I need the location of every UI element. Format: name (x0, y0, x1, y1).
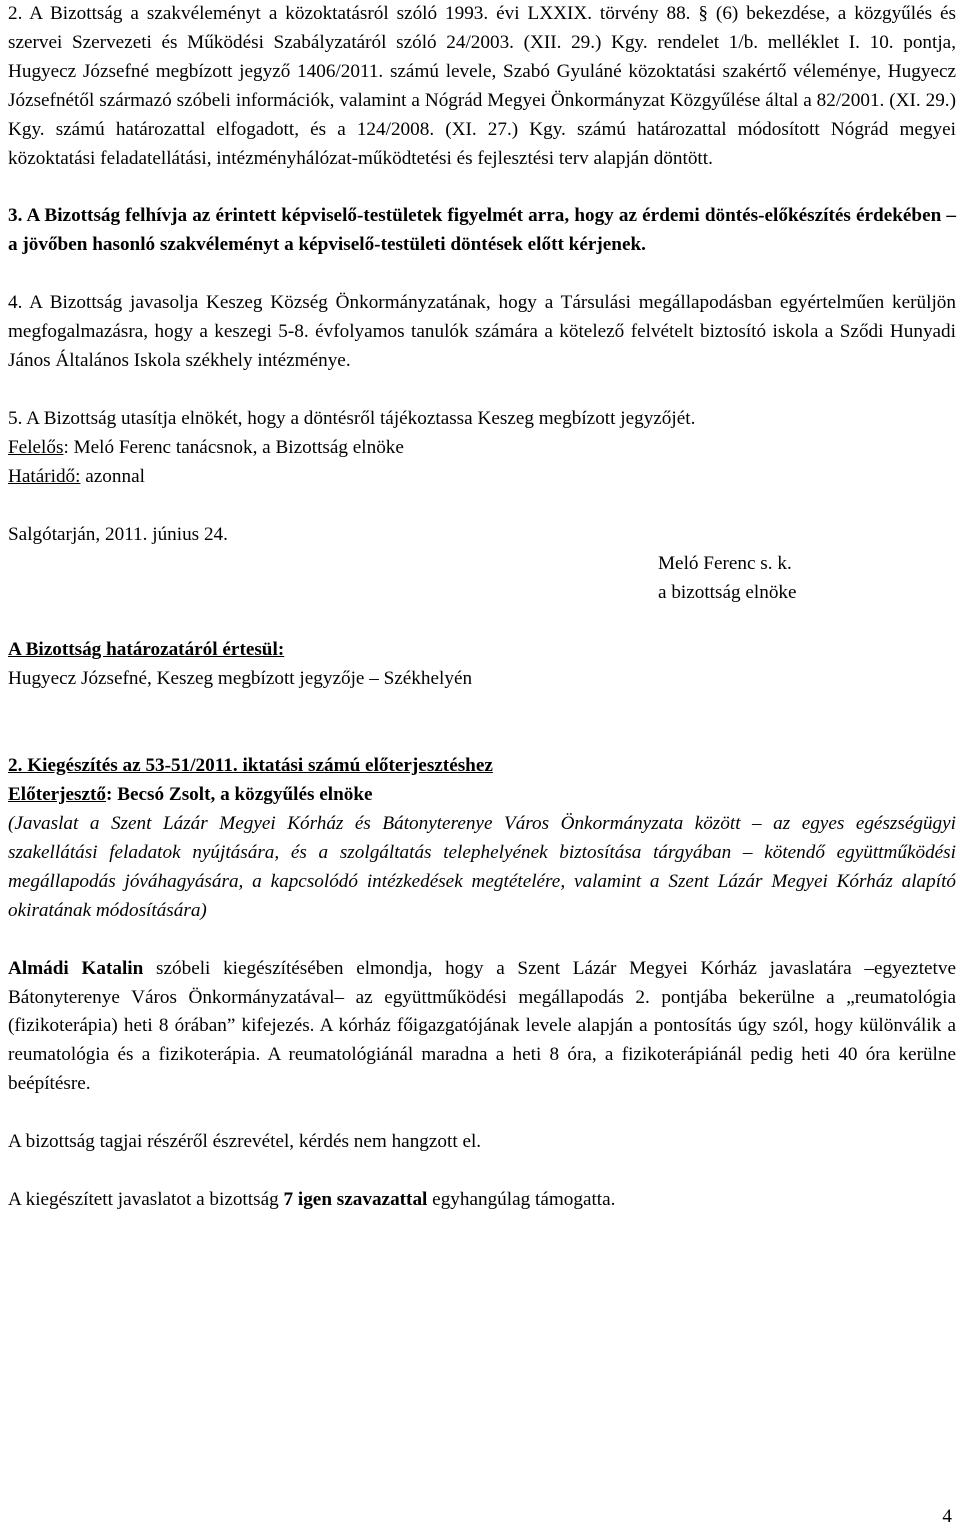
speaker-name: Almádi Katalin (8, 957, 144, 979)
responsible-label: Felelős (8, 436, 64, 458)
deadline-label: Határidő: (8, 465, 81, 487)
paragraph-item-4: 4. A Bizottság javasolja Keszeg Község Önkormányzatának, hogy a Társulási megállapodásban egyértelműen kerüljön megfogalmazásra, hogy a keszegi 5-8. évfolyamos tanulók számára a kötelező felvételt biztosító iskola a Sződi Hunyadi János Általános Iskola székhely intézménye. (8, 292, 956, 372)
deadline-line (8, 463, 956, 492)
presenter-label: Előterjesztő (8, 784, 107, 806)
paragraph-item-3 (8, 202, 956, 260)
speech-text: szóbeli kiegészítésében elmondja, hogy a Szent Lázár Megyei Kórház javaslatára –egyeztetve Bátonyterenye Város Önkormányzatával– az együttműködési megállapodás 2. pontjába bekerülne a „reumatológia (fizikoterápia) heti 8 órában” kifejezés. A kórház főigazgatójának levele alapján a pontosítás úgy szól, hogy különválik a reumatológia és a fizikoterápia. A reumatológiánál maradna a heti 8 óra, a fizikoterápiánál pedig heti 40 óra kerülne beépítésre. (8, 957, 956, 1095)
presenter-line (8, 781, 956, 810)
vote-suffix: egyhangúlag támogatta. (427, 1189, 616, 1211)
document-page (8, 0, 956, 1215)
responsible-value: : Meló Ferenc tanácsnok, a Bizottság elnöke (63, 436, 404, 458)
presenter-value: : Becsó Zsolt, a közgyűlés elnöke (106, 784, 373, 806)
signature-title: a bizottság elnöke (658, 581, 797, 603)
vote-line (8, 1186, 956, 1215)
vote-prefix: A kiegészített javaslatot a bizottság (8, 1189, 284, 1211)
deadline-value: azonnal (80, 465, 145, 487)
paragraph-item-5: 5. A Bizottság utasítja elnökét, hogy a döntésről tájékoztassa Keszeg megbízott jegyzőjét. (8, 407, 696, 429)
speech-paragraph (8, 955, 956, 1100)
place-date: Salgótarján, 2011. június 24. (8, 523, 228, 545)
item-3-number: 3. (8, 205, 23, 227)
notified-recipient: Hugyecz Józsefné, Keszeg megbízott jegyzője – Székhelyén (8, 668, 473, 690)
no-comments: A bizottság tagjai részéről észrevétel, kérdés nem hangzott el. (8, 1131, 482, 1153)
signature-block (658, 550, 958, 608)
signature-name: Meló Ferenc s. k. (658, 552, 792, 574)
notified-heading: A Bizottság határozatáról értesül: (8, 639, 285, 661)
supplement-title: 2. Kiegészítés az 53-51/2011. iktatási számú előterjesztéshez (8, 755, 493, 777)
responsible-line (8, 434, 956, 463)
vote-count: 7 igen szavazattal (283, 1189, 428, 1211)
item-3-text: A Bizottság felhívja az érintett képviselő-testületek figyelmét arra, hogy az érdemi döntés-előkészítés érdekében – a jövőben hasonló szakvéleményt a képviselő-testületi döntések előtt kérjenek. (8, 205, 956, 256)
page-number: 4 (942, 1506, 952, 1527)
paragraph-item-2: 2. A Bizottság a szakvéleményt a közoktatásról szóló 1993. évi LXXIX. törvény 88. § (6) bekezdése, a közgyűlés és szervei Szervezeti és Működési Szabályzatáról szóló 24/2003. (XII. 29.) Kgy. rendelet 1/b. melléklet I. 10. pontja, Hugyecz Józsefné megbízott jegyző 1406/2011. számú levele, Szabó Gyuláné közoktatási szakértő véleménye, Hugyecz Józsefnétől származó szóbeli információk, valamint a Nógrád Megyei Önkormányzat Közgyűlése által a 82/2001. (XI. 29.) Kgy. számú határozattal elfogadott, és a 124/2008. (XI. 27.) Kgy. számú határozattal módosított Nógrád megyei közoktatási feladatellátási, intézményhálózat-működtetési és fejlesztési terv alapján döntött. (8, 3, 956, 169)
supplement-subject: (Javaslat a Szent Lázár Megyei Kórház és Bátonyterenye Város Önkormányzata között – az egyes egészségügyi szakellátási feladatok nyújtására, és a szolgáltatás telephelyének biztosítása tárgyában – kötendő együttműködési megállapodás jóváhagyására, a kapcsolódó intézkedések megtételére, valamint a Szent Lázár Megyei Kórház alapító okiratának módosítására) (8, 813, 956, 921)
